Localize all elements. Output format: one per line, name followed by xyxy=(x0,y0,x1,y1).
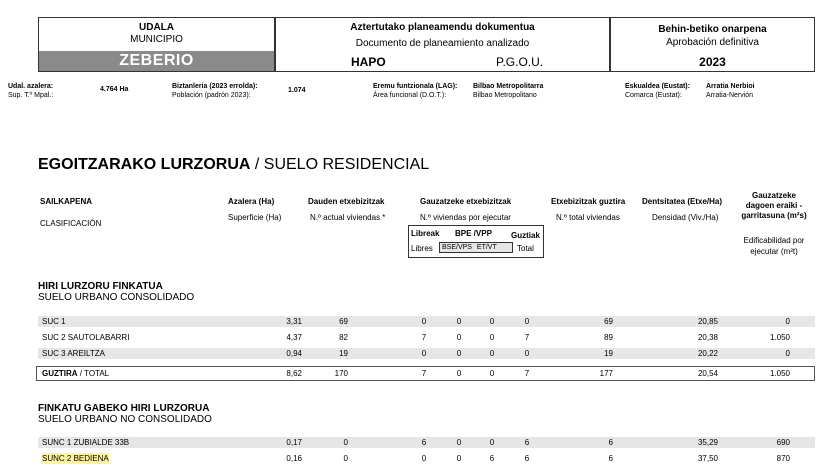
table-cell: 0 xyxy=(421,317,427,326)
table-cell: 82 xyxy=(339,333,348,342)
table-cell: 6 xyxy=(489,454,495,463)
population-value: 1.074 xyxy=(288,87,306,94)
table-cell: 0 xyxy=(785,317,790,326)
table-cell: 170 xyxy=(334,369,348,378)
table-cell: 69 xyxy=(339,317,348,326)
municipality-box xyxy=(38,17,275,72)
table-row xyxy=(38,437,815,448)
doc-label-eu: Aztertutako planeamendu dokumentua xyxy=(350,22,535,33)
approval-label-eu: Behin-betiko onarpena xyxy=(658,24,767,35)
table-cell: 0 xyxy=(456,349,462,358)
table-cell: SUC 1 xyxy=(42,317,66,326)
table-cell: 7 xyxy=(421,369,427,378)
table-cell: 20,38 xyxy=(697,333,718,342)
table-cell: 6 xyxy=(608,438,613,447)
table-cell: GUZTIRA / TOTAL xyxy=(42,369,110,378)
table-cell: 0 xyxy=(343,438,348,447)
table-cell: 690 xyxy=(776,438,790,447)
col-area-eu: Azalera (Ha) xyxy=(228,197,275,206)
table-cell: 0 xyxy=(456,454,462,463)
table-cell: 7 xyxy=(421,333,427,342)
table-cell: SUNC 1 ZUBIALDE 33B xyxy=(42,438,130,447)
approval-label-es: Aprobación definitiva xyxy=(666,37,759,48)
table-cell: 8,62 xyxy=(286,369,302,378)
table-cell: 870 xyxy=(776,454,790,463)
table-cell: 0,17 xyxy=(286,438,302,447)
col-current-eu: Dauden etxebizitzak xyxy=(308,197,385,206)
table-row xyxy=(38,332,815,343)
table-cell: 0 xyxy=(489,349,495,358)
table-cell: 0 xyxy=(785,349,790,358)
document-box xyxy=(275,17,610,72)
municipality-label-eu: UDALA xyxy=(139,22,174,33)
sub-bpe: BPE /VPP xyxy=(455,229,492,238)
region-label-es: Comarca (Eustat): xyxy=(625,92,682,99)
table-cell: 19 xyxy=(604,349,613,358)
table-cell: 0 xyxy=(421,349,427,358)
area-label xyxy=(8,82,53,100)
doc-label-es: Documento de planeamiento analizado xyxy=(355,38,530,49)
approval-year: 2023 xyxy=(699,55,726,69)
table-cell: 20,22 xyxy=(697,349,718,358)
table-cell: 0 xyxy=(456,369,462,378)
table-cell: 0 xyxy=(456,317,462,326)
table-cell: 0,94 xyxy=(286,349,302,358)
table-cell: 0 xyxy=(456,438,462,447)
table-cell: 20,85 xyxy=(697,317,718,326)
table-cell: 6 xyxy=(608,454,613,463)
table-cell: SUC 3 AREILTZA xyxy=(42,349,105,358)
pop-label-eu: Biztanleria (2023 erroldа): xyxy=(172,83,258,90)
table-cell: 7 xyxy=(524,369,530,378)
section-title: EGOITZARAKO LURZORUA / SUELO RESIDENCIAL xyxy=(38,156,430,173)
func-label-es: Área funcional (D.O.T.): xyxy=(373,92,447,99)
sub-et: ET/VT xyxy=(476,244,497,251)
functional-area-label xyxy=(373,82,457,100)
func-label-eu: Eremu funtzionala (LAG): xyxy=(373,83,458,90)
col-density-es: Densidad (Viv./Ha) xyxy=(652,213,719,222)
table-cell: 19 xyxy=(339,349,348,358)
functional-area-value: Bilbao Metropolitarra Bilbao Metropolitano xyxy=(473,83,544,99)
table-cell: 1.050 xyxy=(769,369,790,378)
municipality-name: ZEBERIO xyxy=(39,51,274,71)
col-class-eu: SAILKAPENA xyxy=(40,197,93,206)
table-cell: 37,50 xyxy=(697,454,718,463)
table-row xyxy=(38,316,815,327)
table-cell: 177 xyxy=(599,369,613,378)
table-cell: 69 xyxy=(604,317,613,326)
sub-bse: BSE/VPS xyxy=(442,244,472,251)
sub-libreak: Libreak xyxy=(411,229,440,238)
table-cell: 0 xyxy=(421,454,427,463)
table-cell: 0 xyxy=(524,317,530,326)
table-cell: 20,54 xyxy=(697,369,718,378)
table-cell: 0 xyxy=(489,438,495,447)
col-current-es: N.º actual viviendas * xyxy=(310,213,386,222)
pop-label-es: Población (padrón 2023): xyxy=(172,92,251,99)
sub-libres: Libres xyxy=(411,244,433,253)
total-row xyxy=(38,368,815,379)
table-cell: SUNC 2 BEDIENA xyxy=(42,454,109,463)
table-cell: 0 xyxy=(489,317,495,326)
table-cell: 6 xyxy=(421,438,427,447)
col-density-eu: Dentsitatea (Etxe/Ha) xyxy=(642,197,723,206)
col-class-es: CLASIFICACIÓN xyxy=(40,219,102,228)
table-cell: 0 xyxy=(489,369,495,378)
population-label xyxy=(172,82,258,100)
sub-bse-et-box xyxy=(439,242,513,253)
table-cell: 0 xyxy=(343,454,348,463)
region-value: Arratia Nerbioi Arratia-Nervión xyxy=(706,83,755,99)
table-cell: 7 xyxy=(524,333,530,342)
table-cell: 3,31 xyxy=(286,317,302,326)
exec-subheader-box xyxy=(408,225,544,258)
region-label xyxy=(625,82,690,100)
table-cell: 6 xyxy=(524,438,530,447)
doc-code-es: P.G.O.U. xyxy=(496,55,544,69)
table-cell: 0,16 xyxy=(286,454,302,463)
group-non-consolidated-title: FINKATU GABEKO HIRI LURZORUA SUELO URBANO NO CONSOLIDADO xyxy=(38,403,212,425)
area-label-es: Sup. T.º Mpal.: xyxy=(8,92,54,99)
area-value: 4.764 Ha xyxy=(100,86,129,93)
col-area-es: Superficie (Ha) xyxy=(228,213,282,222)
table-cell: 0 xyxy=(524,349,530,358)
doc-code-eu: HAPO xyxy=(351,55,386,69)
group-consolidated-title: HIRI LURZORU FINKATUA SUELO URBANO CONSOLIDADO xyxy=(38,281,195,303)
table-cell: 0 xyxy=(489,333,495,342)
table-row xyxy=(38,348,815,359)
col-edif-es: Edificabilidad por ejecutar (m²t) xyxy=(743,236,805,256)
col-exec-eu: Gauzatzeke etxebizitzak xyxy=(420,197,512,206)
sub-total: Total xyxy=(517,244,534,253)
table-cell: 6 xyxy=(524,454,530,463)
approval-box xyxy=(610,17,815,72)
table-row xyxy=(38,453,815,464)
col-total-es: N.º total viviendas xyxy=(556,213,620,222)
col-exec-es: N.º viviendas por ejecutar xyxy=(420,213,511,222)
region-label-eu: Eskualdea (Eustat): xyxy=(625,83,690,90)
col-edif-eu: Gauzatzeke dagoen eraiki - garritasuna (m²s) xyxy=(741,191,807,220)
table-cell: 89 xyxy=(604,333,613,342)
table-cell: 0 xyxy=(456,333,462,342)
area-label-eu: Udal. azalera: xyxy=(8,83,54,90)
table-cell: 4,37 xyxy=(286,333,302,342)
col-total-eu: Etxebizitzak guztira xyxy=(551,197,626,206)
table-cell: SUC 2 SAUTOLABARRI xyxy=(42,333,130,342)
table-cell: 35,29 xyxy=(697,438,718,447)
table-cell: 1.050 xyxy=(769,333,790,342)
sub-guztiak: Guztiak xyxy=(511,231,540,240)
municipality-label-es: MUNICIPIO xyxy=(130,34,183,45)
